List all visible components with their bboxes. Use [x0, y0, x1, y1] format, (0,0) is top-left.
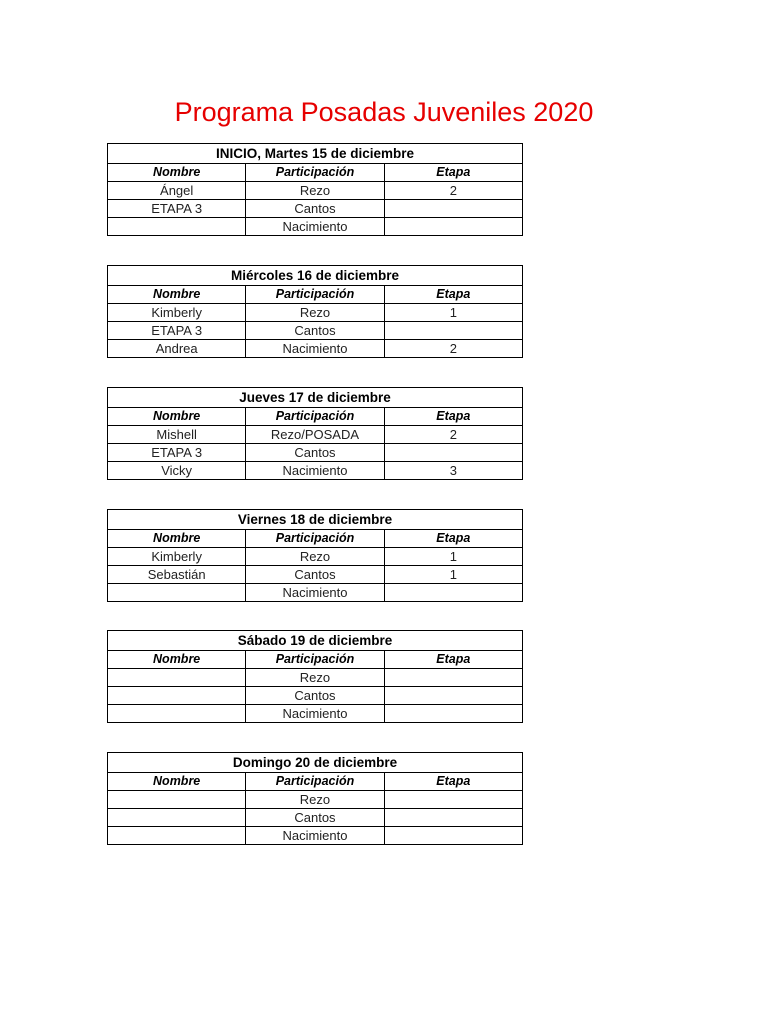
cell-participacion: Rezo [246, 182, 384, 200]
cell-etapa: 2 [384, 182, 522, 200]
column-header-participacion: Participación [246, 164, 384, 182]
cell-nombre: Ángel [108, 182, 246, 200]
day-header-row [108, 144, 523, 164]
cell-nombre: Andrea [108, 340, 246, 358]
table-row [108, 584, 523, 602]
cell-nombre: Kimberly [108, 548, 246, 566]
cell-nombre: Vicky [108, 462, 246, 480]
cell-etapa: 1 [384, 548, 522, 566]
column-header-participacion: Participación [246, 408, 384, 426]
column-header-row [108, 164, 523, 182]
column-header-participacion: Participación [246, 651, 384, 669]
table-row [108, 566, 523, 584]
cell-participacion: Nacimiento [246, 705, 384, 723]
cell-etapa [384, 444, 522, 462]
cell-etapa: 1 [384, 304, 522, 322]
column-header-etapa: Etapa [384, 286, 522, 304]
column-header-etapa: Etapa [384, 773, 522, 791]
cell-nombre [108, 669, 246, 687]
cell-nombre [108, 584, 246, 602]
table-row [108, 548, 523, 566]
cell-participacion: Cantos [246, 809, 384, 827]
cell-nombre [108, 827, 246, 845]
cell-nombre: ETAPA 3 [108, 322, 246, 340]
table-row [108, 200, 523, 218]
cell-etapa [384, 705, 522, 723]
table-row [108, 340, 523, 358]
schedule-table-sabado [107, 630, 523, 723]
cell-participacion: Cantos [246, 566, 384, 584]
day-header-row [108, 388, 523, 408]
column-header-nombre: Nombre [108, 651, 246, 669]
column-header-etapa: Etapa [384, 651, 522, 669]
cell-etapa: 1 [384, 566, 522, 584]
cell-etapa [384, 827, 522, 845]
cell-participacion: Rezo/POSADA [246, 426, 384, 444]
column-header-nombre: Nombre [108, 530, 246, 548]
cell-participacion: Nacimiento [246, 584, 384, 602]
cell-participacion: Rezo [246, 669, 384, 687]
day-header: Sábado 19 de diciembre [108, 631, 523, 651]
table-row [108, 687, 523, 705]
cell-etapa [384, 687, 522, 705]
cell-participacion: Cantos [246, 200, 384, 218]
column-header-participacion: Participación [246, 286, 384, 304]
column-header-etapa: Etapa [384, 408, 522, 426]
column-header-row [108, 530, 523, 548]
column-header-etapa: Etapa [384, 164, 522, 182]
schedule-table-domingo [107, 752, 523, 845]
day-header: Viernes 18 de diciembre [108, 510, 523, 530]
table-row [108, 304, 523, 322]
column-header-row [108, 286, 523, 304]
day-header-row [108, 631, 523, 651]
cell-etapa: 2 [384, 426, 522, 444]
cell-etapa [384, 200, 522, 218]
cell-participacion: Cantos [246, 444, 384, 462]
column-header-participacion: Participación [246, 530, 384, 548]
column-header-etapa: Etapa [384, 530, 522, 548]
schedule-table-viernes [107, 509, 523, 602]
cell-etapa: 3 [384, 462, 522, 480]
cell-etapa [384, 669, 522, 687]
cell-nombre: Mishell [108, 426, 246, 444]
day-header: Jueves 17 de diciembre [108, 388, 523, 408]
table-row [108, 218, 523, 236]
table-row [108, 669, 523, 687]
cell-nombre: Sebastián [108, 566, 246, 584]
cell-nombre: ETAPA 3 [108, 444, 246, 462]
table-row [108, 791, 523, 809]
column-header-nombre: Nombre [108, 773, 246, 791]
day-header: Domingo 20 de diciembre [108, 753, 523, 773]
column-header-row [108, 773, 523, 791]
column-header-nombre: Nombre [108, 408, 246, 426]
cell-nombre [108, 687, 246, 705]
schedule-table-jueves [107, 387, 523, 480]
cell-participacion: Rezo [246, 304, 384, 322]
cell-etapa [384, 584, 522, 602]
table-row [108, 444, 523, 462]
table-row [108, 827, 523, 845]
table-row [108, 809, 523, 827]
cell-etapa [384, 809, 522, 827]
table-row [108, 322, 523, 340]
cell-etapa: 2 [384, 340, 522, 358]
table-row [108, 705, 523, 723]
cell-nombre [108, 705, 246, 723]
cell-participacion: Nacimiento [246, 340, 384, 358]
cell-nombre [108, 218, 246, 236]
schedule-table-miercoles [107, 265, 523, 358]
cell-nombre [108, 791, 246, 809]
cell-participacion: Nacimiento [246, 827, 384, 845]
column-header-nombre: Nombre [108, 286, 246, 304]
day-header-row [108, 753, 523, 773]
cell-participacion: Nacimiento [246, 218, 384, 236]
cell-etapa [384, 791, 522, 809]
cell-etapa [384, 322, 522, 340]
table-row [108, 462, 523, 480]
cell-participacion: Nacimiento [246, 462, 384, 480]
page-title: Programa Posadas Juveniles 2020 [174, 97, 594, 127]
column-header-row [108, 408, 523, 426]
cell-participacion: Cantos [246, 687, 384, 705]
schedule-table-martes [107, 143, 523, 236]
column-header-participacion: Participación [246, 773, 384, 791]
table-row [108, 426, 523, 444]
day-header: Miércoles 16 de diciembre [108, 266, 523, 286]
cell-participacion: Cantos [246, 322, 384, 340]
cell-nombre: Kimberly [108, 304, 246, 322]
cell-participacion: Rezo [246, 791, 384, 809]
cell-nombre: ETAPA 3 [108, 200, 246, 218]
column-header-row [108, 651, 523, 669]
day-header-row [108, 510, 523, 530]
cell-nombre [108, 809, 246, 827]
day-header: INICIO, Martes 15 de diciembre [108, 144, 523, 164]
cell-participacion: Rezo [246, 548, 384, 566]
table-row [108, 182, 523, 200]
cell-etapa [384, 218, 522, 236]
day-header-row [108, 266, 523, 286]
column-header-nombre: Nombre [108, 164, 246, 182]
